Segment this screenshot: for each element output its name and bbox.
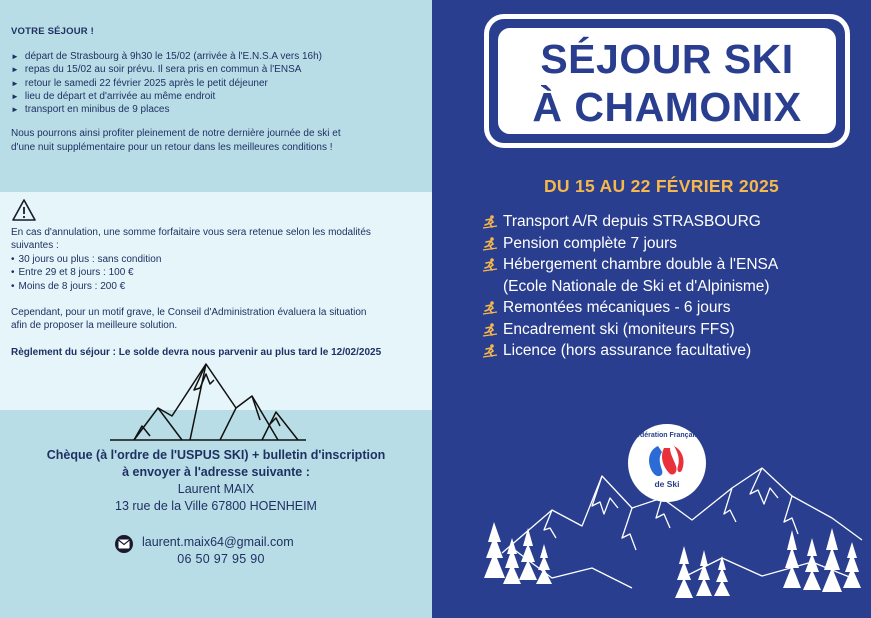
page-title (498, 35, 836, 131)
logo-top-text: Fédération Française (631, 432, 703, 439)
motif-text (11, 306, 418, 333)
feature-label: Hébergement chambre double à l'ENSA (503, 256, 779, 273)
dates-heading: DU 15 AU 22 FÉVRIER 2025 (543, 176, 780, 196)
sejour-item: ► repas du 15/02 au soir prévu. Il sera pris en commun à l'ENSA (11, 63, 418, 76)
logo-bottom-text: de Ski (654, 479, 680, 489)
title-frame (484, 14, 850, 148)
sejour-paragraph (11, 127, 418, 154)
reglement-text (11, 346, 418, 359)
right-panel (432, 0, 871, 618)
annulation-text (11, 226, 418, 253)
contact-name: Laurent MAIX (177, 482, 255, 496)
feature-label: Remontées mécaniques - 6 jours (503, 299, 731, 316)
cheque-instructions (0, 447, 432, 515)
sejour-list (11, 50, 418, 116)
contact-address: 13 rue de la Ville 67800 HOENHEIM (115, 499, 317, 513)
feature-item (482, 233, 778, 255)
features-list (482, 211, 778, 362)
feature-label: Transport A/R depuis STRASBOURG (503, 213, 761, 230)
annulation-line: suivantes : (11, 240, 59, 252)
left-panel (0, 0, 432, 618)
cheque-line: à envoyer à l'adresse suivante : (122, 465, 310, 479)
title-line: SÉJOUR SKI (540, 36, 794, 82)
annulation-item: • Moins de 8 jours : 200 € (11, 280, 418, 293)
mail-icon (115, 535, 133, 553)
sejour-title: VOTRE SÉJOUR ! (11, 26, 95, 37)
skier-icon (482, 257, 498, 273)
feature-label: Licence (hors assurance facultative) (503, 342, 752, 359)
sejour-paragraph-line: Nous pourrons ainsi profiter pleinement de notre dernière journée de ski et (11, 128, 341, 140)
sejour-item: ► lieu de départ et d'arrivée au même endroit (11, 90, 418, 103)
annulation-item: • 30 jours ou plus : sans condition (11, 253, 418, 266)
title-line: À CHAMONIX (532, 84, 802, 130)
cheque-line: Chèque (à l'ordre de l'USPUS SKI) + bulletin d'inscription (46, 448, 386, 462)
feature-item (482, 211, 778, 233)
sejour-section (0, 0, 432, 192)
motif-line: afin de proposer la meilleure solution. (11, 320, 178, 332)
annulation-list (11, 253, 418, 293)
feature-item-continued (482, 276, 778, 298)
email-link[interactable]: laurent.maix64@gmail.com (142, 535, 294, 549)
phone-number[interactable]: 06 50 97 95 90 (177, 552, 265, 566)
feature-item (482, 254, 778, 276)
reglement-value: Le solde devra nous parvenir au plus tard le 12/02/2025 (116, 346, 382, 358)
mountain-outline-icon (110, 360, 308, 444)
sejour-item: ► retour le samedi 22 février 2025 après le petit déjeuner (11, 77, 418, 90)
feature-item (482, 297, 778, 319)
skier-icon (482, 214, 498, 230)
ffs-rooster-logo (640, 440, 694, 480)
skier-icon (482, 322, 498, 338)
sejour-paragraph-line: d'une nuit supplémentaire pour un retour dans les meilleures conditions ! (11, 141, 333, 153)
feature-label: Encadrement ski (moniteurs FFS) (503, 320, 735, 338)
warning-icon (11, 198, 37, 222)
sejour-item: ► départ de Strasbourg à 9h30 le 15/02 (arrivée à l'E.N.S.A vers 16h) (11, 50, 418, 63)
skier-icon (482, 236, 498, 252)
skier-icon (482, 343, 498, 359)
title-box (498, 28, 836, 134)
annulation-line: En cas d'annulation, une somme forfaitaire vous sera retenue selon les modalités (11, 227, 371, 238)
feature-label: (Ecole Nationale de Ski et d'Alpinisme) (503, 277, 770, 295)
reglement-label: Règlement du séjour : (11, 346, 117, 358)
skier-icon (482, 300, 498, 316)
ffs-logo (628, 424, 706, 502)
feature-item (482, 319, 778, 341)
sejour-item: ► transport en minibus de 9 places (11, 103, 418, 116)
feature-item (482, 340, 778, 362)
feature-label: Pension complète 7 jours (503, 234, 678, 252)
motif-line: Cependant, pour un motif grave, le Conseil d'Administration évaluera la situation (11, 307, 367, 319)
annulation-item: • Entre 29 et 8 jours : 100 € (11, 266, 418, 279)
